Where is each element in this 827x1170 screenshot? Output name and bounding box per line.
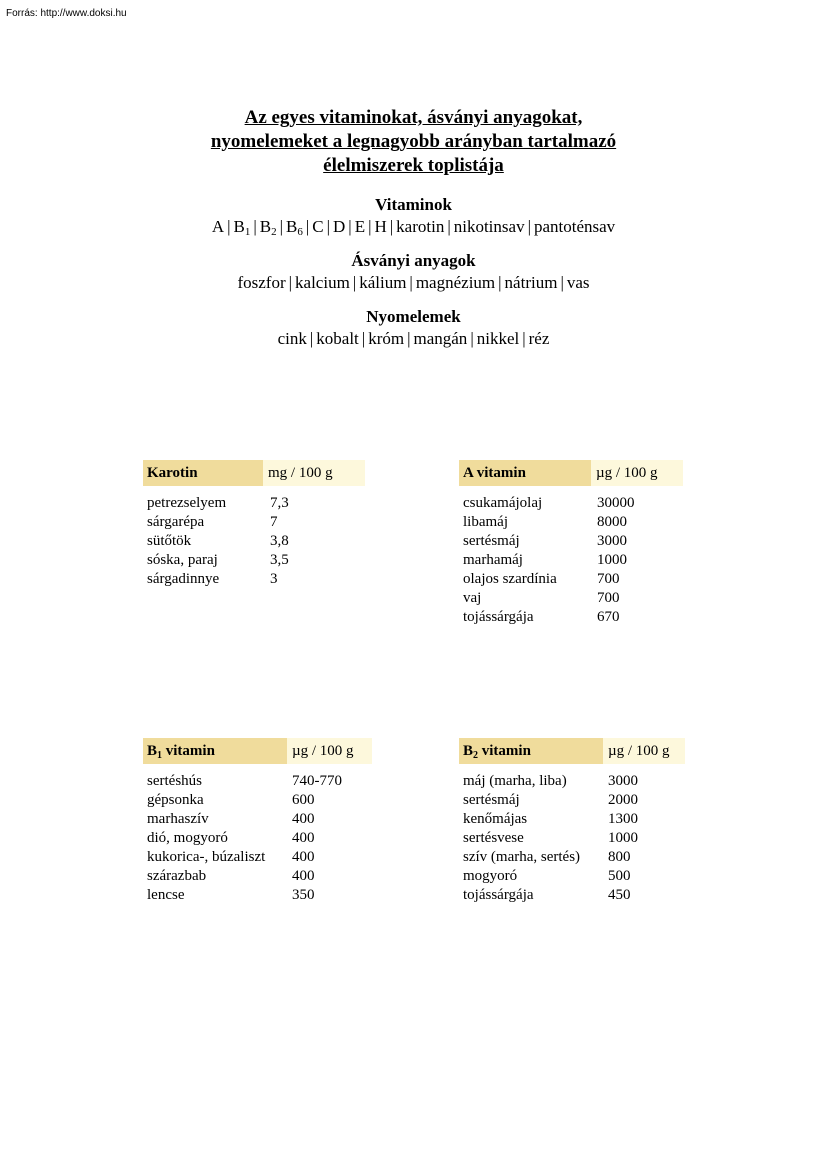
b2-vitamin-title-rest: vitamin (478, 743, 531, 759)
food-name: csukamájolaj (463, 495, 543, 511)
vitamins-link-label: D (333, 217, 346, 236)
separator: | (309, 329, 314, 348)
food-name: kenőmájas (463, 811, 528, 827)
minerals-link-list (0, 273, 827, 293)
separator: | (279, 217, 283, 236)
vitamins-link[interactable] (234, 217, 251, 236)
food-name: olajos szardínia (463, 571, 557, 587)
minerals-link-label: nátrium (504, 273, 558, 292)
amount-value: 700 (597, 571, 620, 587)
b2-vitamin-title-base: B (463, 743, 474, 759)
amount-value: 3 (270, 571, 278, 587)
b1-vitamin-table-unit: µg / 100 g (287, 738, 372, 764)
a-vitamin-table-title: A vitamin (463, 465, 526, 481)
separator: | (288, 273, 293, 292)
amount-value: 400 (292, 868, 315, 884)
food-name: marhaszív (147, 811, 209, 827)
trace-link-label: cink (277, 329, 307, 348)
vitamins-link-label: karotin (396, 217, 445, 236)
separator: | (498, 273, 502, 292)
food-name: tojássárgája (463, 887, 534, 903)
b2-vitamin-table (459, 738, 699, 918)
food-name: sárgarépa (147, 514, 205, 530)
separator: | (253, 217, 257, 236)
title-line-3: élelmiszerek toplistája (323, 155, 504, 176)
b1-vitamin-title-rest: vitamin (162, 743, 215, 759)
amount-value: 30000 (597, 495, 635, 511)
vitamins-link-label: nikotinsav (453, 217, 525, 236)
source-url[interactable]: Forrás: http://www.doksi.hu (6, 8, 127, 19)
vitamins-link-label: E (354, 217, 366, 236)
minerals-link[interactable] (416, 273, 495, 292)
food-name: sertésmáj (463, 533, 520, 549)
vitamins-link-subscript: 6 (297, 226, 303, 238)
food-name: libamáj (463, 514, 508, 530)
vitamins-link-label: pantoténsav (533, 217, 616, 236)
trace-link[interactable] (477, 329, 520, 348)
vitamins-link[interactable] (396, 217, 444, 236)
separator: | (527, 217, 531, 236)
separator: | (227, 217, 231, 236)
food-name: marhamáj (463, 552, 523, 568)
amount-value: 1000 (597, 552, 627, 568)
amount-value: 400 (292, 830, 315, 846)
vitamins-link[interactable] (312, 217, 323, 236)
amount-value: 450 (608, 887, 631, 903)
amount-value: 2000 (608, 792, 638, 808)
trace-link[interactable] (278, 329, 307, 348)
amount-value: 3,8 (270, 533, 289, 549)
amount-value: 800 (608, 849, 631, 865)
minerals-link[interactable] (295, 273, 350, 292)
food-name: kukorica-, búzaliszt (147, 849, 266, 865)
food-name: sertésmáj (463, 792, 520, 808)
a-vitamin-table-unit: µg / 100 g (591, 460, 683, 486)
b2-vitamin-table-unit: µg / 100 g (603, 738, 685, 764)
separator: | (305, 217, 310, 236)
amount-value: 1300 (608, 811, 638, 827)
food-name: sütőtök (147, 533, 192, 549)
minerals-link[interactable] (567, 273, 590, 292)
vitamins-link-label: H (374, 217, 387, 236)
separator: | (409, 273, 413, 292)
amount-value: 740-770 (292, 773, 342, 789)
a-vitamin-table (459, 460, 689, 640)
minerals-link-label: kálium (359, 273, 407, 292)
karotin-table-unit: mg / 100 g (263, 460, 365, 486)
amount-value: 1000 (608, 830, 638, 846)
page-title (0, 106, 827, 178)
food-name: gépsonka (147, 792, 204, 808)
amount-value: 3000 (608, 773, 638, 789)
amount-value: 8000 (597, 514, 627, 530)
separator: | (447, 217, 451, 236)
food-name: szárazbab (147, 868, 207, 884)
minerals-heading: Ásványi anyagok (351, 251, 476, 270)
food-name: máj (marha, liba) (463, 773, 567, 789)
separator: | (522, 329, 526, 348)
amount-value: 400 (292, 811, 315, 827)
karotin-table-title: Karotin (147, 465, 198, 481)
minerals-link[interactable] (505, 273, 558, 292)
separator: | (348, 217, 352, 236)
amount-value: 500 (608, 868, 631, 884)
amount-value: 3000 (597, 533, 627, 549)
food-name: petrezselyem (147, 495, 227, 511)
separator: | (560, 273, 564, 292)
separator: | (326, 217, 330, 236)
b1-vitamin-table-header (143, 738, 287, 764)
trace-link[interactable] (316, 329, 359, 348)
vitamins-link[interactable] (454, 217, 525, 236)
amount-value: 700 (597, 590, 620, 606)
food-name: sárgadinnye (147, 571, 220, 587)
trace-link-label: króm (368, 329, 405, 348)
minerals-link-label: magnézium (415, 273, 496, 292)
vitamins-link-subscript: 2 (271, 226, 277, 238)
separator: | (389, 217, 394, 236)
vitamins-link-label: C (312, 217, 324, 236)
separator: | (470, 329, 474, 348)
vitamins-link[interactable] (355, 217, 365, 236)
minerals-link-label: foszfor (237, 273, 286, 292)
food-name: dió, mogyoró (147, 830, 228, 846)
food-name: szív (marha, sertés) (463, 849, 581, 865)
amount-value: 600 (292, 792, 315, 808)
food-name: mogyoró (463, 868, 518, 884)
vitamins-link[interactable] (286, 217, 303, 236)
trace-link-label: réz (528, 329, 550, 348)
separator: | (361, 329, 366, 348)
amount-value: 350 (292, 887, 315, 903)
minerals-link[interactable] (237, 273, 285, 292)
trace-link-label: mangán (413, 329, 468, 348)
trace-link-list (0, 329, 827, 349)
vitamins-link-list (0, 217, 827, 237)
vitamins-link-label: B (286, 217, 298, 236)
amount-value: 3,5 (270, 552, 289, 568)
vitamins-link-label: B (259, 217, 272, 236)
food-name: lencse (147, 887, 185, 903)
karotin-table-header (143, 460, 263, 486)
separator: | (407, 329, 411, 348)
food-name: sertéshús (147, 773, 202, 789)
amount-value: 670 (597, 609, 620, 625)
food-name: sóska, paraj (147, 552, 218, 568)
trace-link[interactable] (413, 329, 467, 348)
separator: | (352, 273, 357, 292)
b1-vitamin-table (143, 738, 383, 918)
vitamins-link-label: A (211, 217, 225, 236)
vitamins-heading: Vitaminok (375, 195, 452, 214)
vitamins-link[interactable] (374, 217, 386, 236)
title-line-2: nyomelemeket a legnagyobb arányban tartalmazó (210, 131, 617, 152)
vitamins-link-label: B (233, 217, 245, 236)
amount-value: 7 (270, 514, 278, 530)
vitamins-link[interactable] (260, 217, 277, 236)
karotin-table (143, 460, 373, 600)
separator: | (368, 217, 372, 236)
vitamins-link[interactable] (212, 217, 224, 236)
minerals-link-label: kalcium (295, 273, 350, 292)
food-name: sertésvese (463, 830, 524, 846)
a-vitamin-table-header (459, 460, 591, 486)
vitamins-link[interactable] (534, 217, 615, 236)
title-line-1: Az egyes vitaminokat, ásványi anyagokat, (244, 107, 583, 128)
trace-link-label: kobalt (316, 329, 359, 348)
vitamins-link-subscript: 1 (244, 226, 251, 238)
b1-vitamin-title-sub: 1 (157, 750, 163, 761)
trace-link[interactable] (529, 329, 550, 348)
food-name: tojássárgája (463, 609, 534, 625)
b1-vitamin-title-base: B (147, 743, 158, 759)
trace-heading: Nyomelemek (366, 307, 461, 326)
amount-value: 400 (292, 849, 315, 865)
amount-value: 7,3 (270, 495, 289, 511)
minerals-link-label: vas (566, 273, 590, 292)
minerals-link[interactable] (359, 273, 406, 292)
trace-link-label: nikkel (476, 329, 520, 348)
food-name: vaj (463, 590, 482, 606)
b2-vitamin-title-sub: 2 (473, 750, 479, 761)
vitamins-link[interactable] (333, 217, 345, 236)
b2-vitamin-table-header (459, 738, 603, 764)
trace-link[interactable] (368, 329, 404, 348)
